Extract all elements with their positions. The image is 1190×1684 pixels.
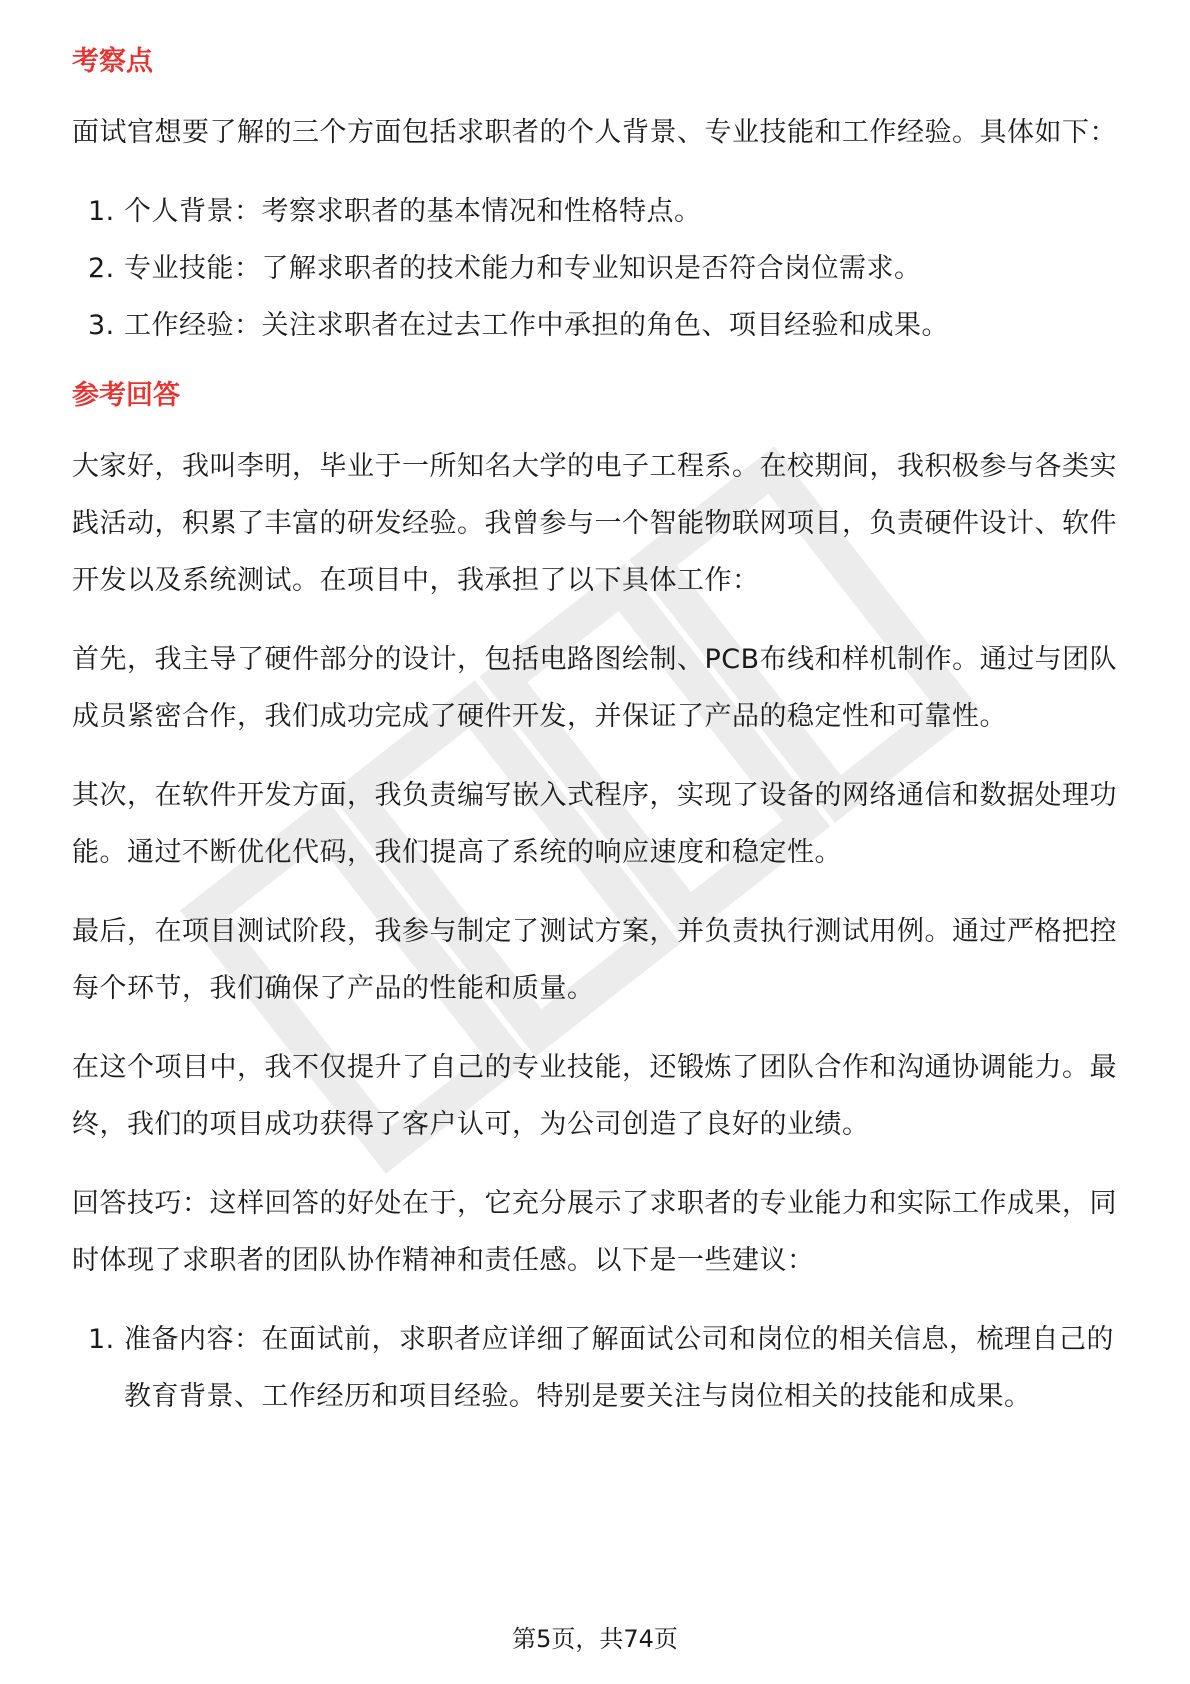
list-number: 1. bbox=[88, 196, 115, 227]
tips-list bbox=[72, 1311, 1118, 1425]
answer-heading: 参考回答 bbox=[72, 380, 180, 411]
list-number: 3. bbox=[88, 310, 115, 341]
page-footer: 第5页，共74页 bbox=[512, 1625, 678, 1653]
document-page bbox=[72, 42, 1118, 1447]
list-text: 专业技能：了解求职者的技术能力和专业知识是否符合岗位需求。 bbox=[124, 253, 922, 284]
answer-tips-intro: 回答技巧：这样回答的好处在于，它充分展示了求职者的专业能力和实际工作成果，同时体现了求职者的团队协作精神和责任感。以下是一些建议： bbox=[72, 1188, 1117, 1276]
examine-heading: 考察点 bbox=[72, 46, 153, 77]
list-text: 工作经验：关注求职者在过去工作中承担的角色、项目经验和成果。 bbox=[124, 310, 949, 341]
list-text: 个人背景：考察求职者的基本情况和性格特点。 bbox=[124, 196, 702, 227]
answer-paragraph: 首先，我主导了硬件部分的设计，包括电路图绘制、PCB布线和样机制作。通过与团队成员紧密合作，我们成功完成了硬件开发，并保证了产品的稳定性和可靠性。 bbox=[72, 644, 1118, 732]
list-item bbox=[72, 1311, 1118, 1425]
list-item bbox=[72, 240, 1118, 297]
answer-paragraph: 最后，在项目测试阶段，我参与制定了测试方案，并负责执行测试用例。通过严格把控每个环节，我们确保了产品的性能和质量。 bbox=[72, 916, 1117, 1004]
answer-paragraph: 其次，在软件开发方面，我负责编写嵌入式程序，实现了设备的网络通信和数据处理功能。通过不断优化代码，我们提高了系统的响应速度和稳定性。 bbox=[72, 780, 1117, 868]
examine-intro: 面试官想要了解的三个方面包括求职者的个人背景、专业技能和工作经验。具体如下： bbox=[72, 117, 1117, 148]
answer-paragraph: 在这个项目中，我不仅提升了自己的专业技能，还锻炼了团队合作和沟通协调能力。最终，我们的项目成功获得了客户认可，为公司创造了良好的业绩。 bbox=[72, 1052, 1117, 1140]
list-number: 2. bbox=[88, 253, 115, 284]
list-item bbox=[72, 297, 1118, 354]
answer-paragraph: 大家好，我叫李明，毕业于一所知名大学的电子工程系。在校期间，我积极参与各类实践活动，积累了丰富的研发经验。我曾参与一个智能物联网项目，负责硬件设计、软件开发以及系统测试。在项目中，我承担了以下具体工作： bbox=[72, 451, 1117, 596]
list-text: 准备内容：在面试前，求职者应详细了解面试公司和岗位的相关信息，梳理自己的教育背景、工作经历和项目经验。特别是要关注与岗位相关的技能和成果。 bbox=[124, 1324, 1114, 1412]
list-item bbox=[72, 183, 1118, 240]
examine-list bbox=[72, 183, 1118, 354]
list-number: 1. bbox=[88, 1324, 115, 1355]
